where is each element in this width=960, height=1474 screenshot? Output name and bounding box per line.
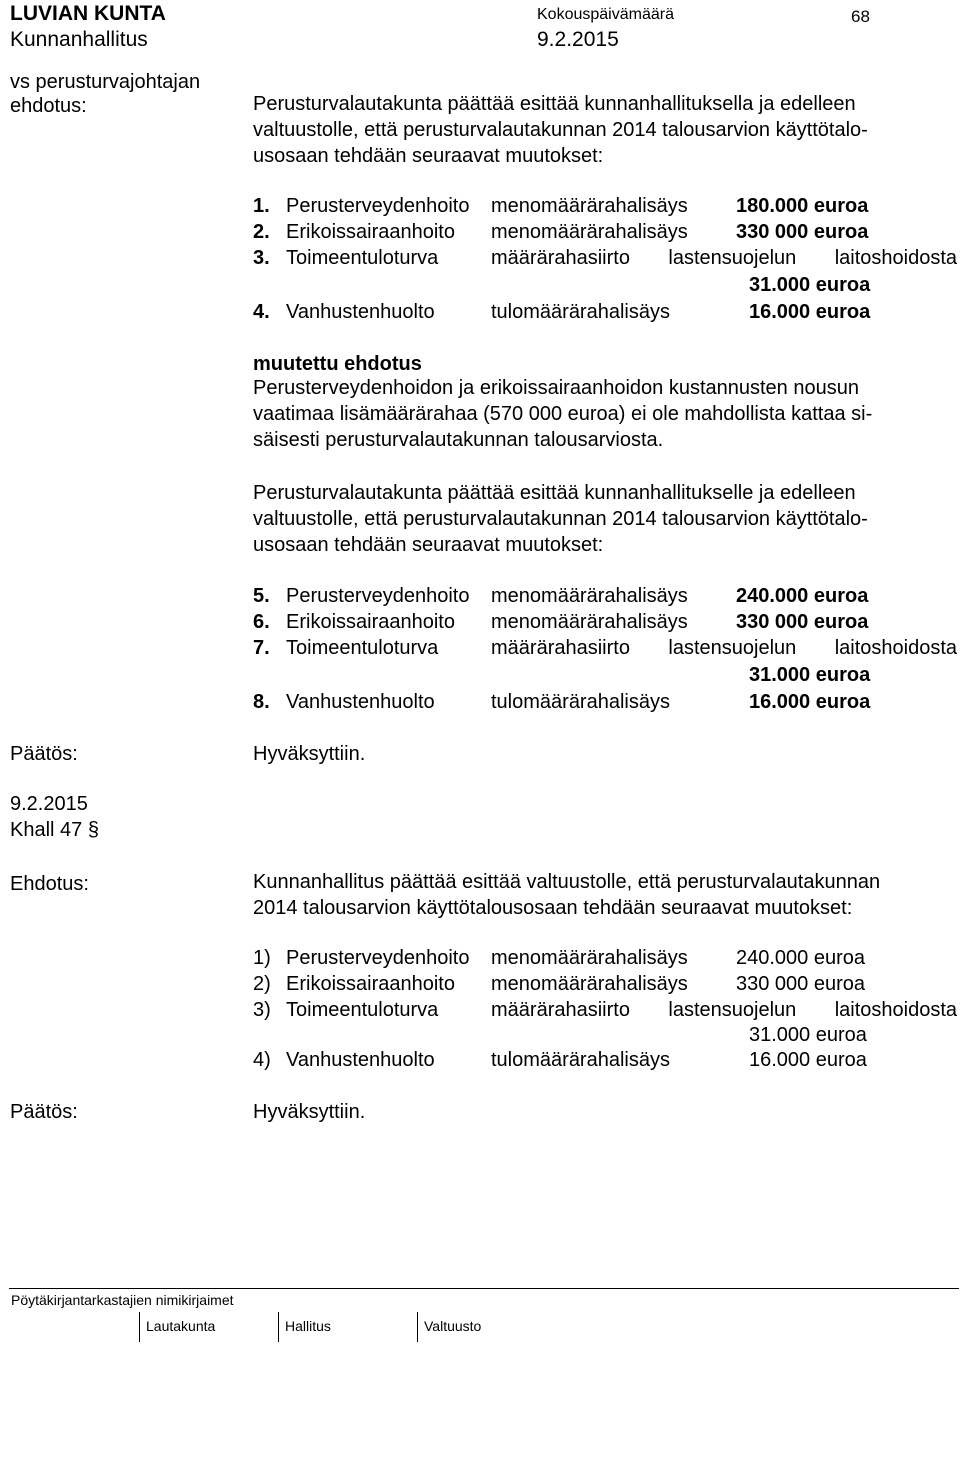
list-item-name: Toimeentuloturva [286,999,439,1021]
list-item-type: menomäärärahalisäys [491,947,688,969]
section2-text1-line: säisesti perusturvalautakunnan talousarviosta. [253,429,664,451]
decision-label: Päätös: [10,1101,78,1123]
section2-text1 [253,375,958,453]
meeting-date-label: Kokouspäivämäärä [537,6,674,23]
list-item-amount: 31.000 euroa [749,274,871,296]
list-item-number: 4. [253,301,270,323]
decision-text: Hyväksyttiin. [253,743,366,765]
list-item-amount: 330 000 euroa [736,611,869,633]
list-item-amount: 16.000 euroa [749,691,871,713]
meeting-date: 9.2.2015 [537,28,619,51]
list-item-name: Perusterveydenhoito [286,947,470,969]
section3-text-line: 2014 talousarvion käyttötalousosaan tehdään seuraavat muutokset: [253,897,853,919]
list-item-amount: 31.000 euroa [749,664,871,686]
list-item-name: Perusterveydenhoito [286,195,470,217]
section3-ref-text: Khall 47 [10,819,83,841]
section2-text1-line: Perusterveydenhoidon ja erikoissairaanhoidon kustannusten nousun [253,377,859,399]
list-item-name: Vanhustenhuolto [286,301,435,323]
list-item-type: menomäärärahalisäys [491,585,688,607]
section1-label-line2: ehdotus: [10,95,87,117]
list-item-name: Erikoissairaanhoito [286,973,455,995]
department-name: Kunnanhallitus [10,28,148,51]
section2-text2-line: valtuustolle, että perusturvalautakunnan 2014 talousarvion käyttötalo- [253,508,868,530]
footer-col-hallitus: Hallitus [285,1318,331,1334]
footer-col-valtuusto: Valtuusto [424,1318,482,1334]
list-item-number: 8. [253,691,270,713]
list-item-name: Vanhustenhuolto [286,1049,435,1071]
organization-name: LUVIAN KUNTA [10,2,166,25]
list-item-type: määrärahasiirto lastensuojelun laitoshoidosta [491,637,957,659]
footer-title: Pöytäkirjantarkastajien nimikirjaimet [11,1292,234,1308]
list-item-type: menomäärärahalisäys [491,221,688,243]
section1-intro [253,91,958,169]
list-item-number: 6. [253,611,270,633]
list-item-amount: 180.000 euroa [736,195,869,217]
list-item-amount: 16.000 euroa [749,301,871,323]
section3-reference [10,818,99,842]
footer-col-lautakunta: Lautakunta [146,1318,216,1334]
list-item-number: 4) [253,1049,271,1071]
list-item-type: menomäärärahalisäys [491,973,688,995]
list-item-type: menomäärärahalisäys [491,195,688,217]
section3-text [253,869,958,921]
list-item-type: määrärahasiirto lastensuojelun laitoshoidosta [491,247,957,269]
list-item-type: tulomäärärahalisäys [491,1049,670,1071]
section2-text2-line: Perusturvalautakunta päättää esittää kunnanhallitukselle ja edelleen [253,482,856,504]
list-item-number: 1) [253,947,271,969]
list-item-name: Toimeentuloturva [286,247,439,269]
list-item-number: 2) [253,973,271,995]
section3-text-line: Kunnanhallitus päättää esittää valtuustolle, että perusturvalautakunnan [253,871,881,893]
section1-intro-line: Perusturvalautakunta päättää esittää kunnanhallituksella ja edelleen [253,93,856,115]
list-item-name: Erikoissairaanhoito [286,221,455,243]
list-item-type: tulomäärärahalisäys [491,301,670,323]
proposal-label: Ehdotus: [10,873,89,895]
section2-text2 [253,480,958,558]
list-item-type: tulomäärärahalisäys [491,691,670,713]
list-item-number: 3) [253,999,271,1021]
section2-text2-line: usosaan tehdään seuraavat muutokset: [253,534,604,556]
footer-divider [278,1312,279,1342]
decision-label: Päätös: [10,743,78,765]
list-item-number: 5. [253,585,270,607]
section-mark: § [87,819,99,841]
amended-proposal-heading: muutettu ehdotus [253,353,422,375]
list-item-number: 1. [253,195,270,217]
section1-label-line1: vs perusturvajohtajan [10,71,201,93]
section1-intro-line: usosaan tehdään seuraavat muutokset: [253,145,604,167]
section3-date: 9.2.2015 [10,793,88,815]
section1-intro-line: valtuustolle, että perusturvalautakunnan 2014 talousarvion käyttötalo- [253,119,868,141]
list-item-number: 3. [253,247,270,269]
footer-divider [139,1312,140,1342]
list-item-type: menomäärärahalisäys [491,611,688,633]
list-item-amount: 330 000 euroa [736,221,869,243]
list-item-number: 7. [253,637,270,659]
list-item-amount: 240.000 euroa [736,947,866,969]
list-item-name: Perusterveydenhoito [286,585,470,607]
list-item-number: 2. [253,221,270,243]
decision-text: Hyväksyttiin. [253,1101,366,1123]
page-number: 68 [851,7,870,26]
list-item-name: Toimeentuloturva [286,637,439,659]
footer-divider [417,1312,418,1342]
list-item-amount: 31.000 euroa [749,1024,867,1046]
list-item-amount: 330 000 euroa [736,973,866,995]
list-item-amount: 16.000 euroa [749,1049,867,1071]
list-item-type: määrärahasiirto lastensuojelun laitoshoidosta [491,999,957,1021]
section2-text1-line: vaatimaa lisämäärärahaa (570 000 euroa) ei ole mahdollista kattaa si- [253,403,873,425]
list-item-amount: 240.000 euroa [736,585,869,607]
list-item-name: Erikoissairaanhoito [286,611,455,633]
list-item-name: Vanhustenhuolto [286,691,435,713]
